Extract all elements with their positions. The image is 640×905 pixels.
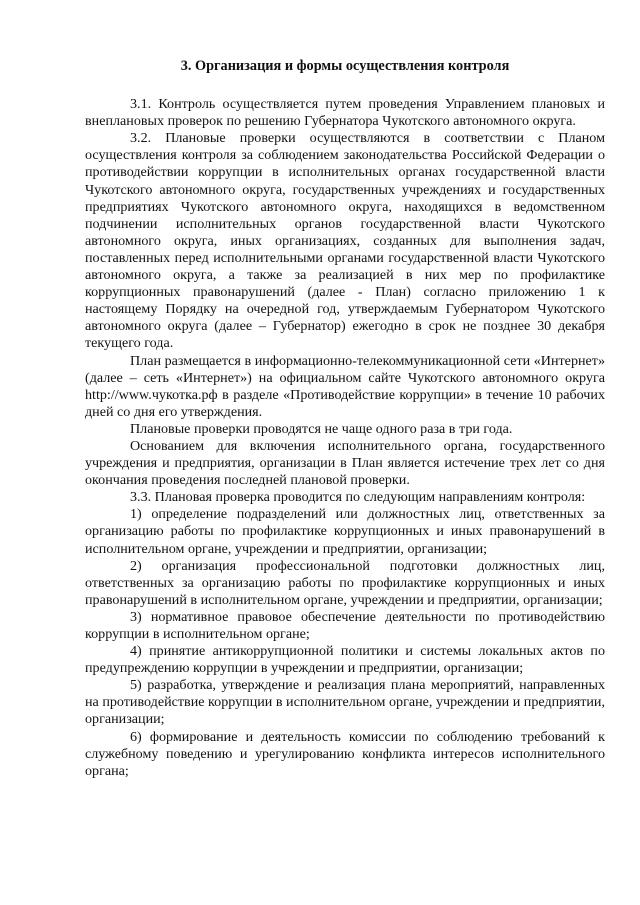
list-item-6: 6) формирование и деятельность комиссии по соблюдению требований к служебному поведению и урегулированию конфликта интересов исполнительного органа; [85,728,605,779]
document-page [85,58,605,780]
section-heading: 3. Организация и формы осуществления контроля [180,58,510,74]
paragraph-plan-publication: План размещается в информационно-телекоммуникационной сети «Интернет» (далее – сеть «Интернет») на официальном сайте Чукотского автономного округа http://www.чукотка.рф в разделе «Противодействие коррупции» в течение 10 рабочих дней со дня его утверждения. [85,352,605,420]
paragraph-3-1: 3.1. Контроль осуществляется путем проведения Управлением плановых и внеплановых проверок по решению Губернатора Чукотского автономного округа. [85,96,605,130]
list-item-2: 2) организация профессиональной подготовки должностных лиц, ответственных за организацию работы по профилактике коррупционных и иных правонарушений в исполнительном органе, учреждении и предприятии, организации; [85,557,605,608]
paragraph-inclusion-basis: Основанием для включения исполнительного органа, государственного учреждения и предприятия, организации в План является истечение трех лет со дня окончания проведения последней плановой проверки. [85,437,605,489]
list-item-5: 5) разработка, утверждение и реализация плана мероприятий, направленных на противодействие коррупции в исполнительном органе, учреждении и предприятии, организации; [85,677,605,728]
paragraph-3-2: 3.2. Плановые проверки осуществляются в соответствии с Планом осуществления контроля за соблюдением законодательства Российской Федерации о противодействии коррупции в исполнительных органах государственной власти Чукотского автономного округа, государственных учреждениях и государственных предприятиях Чукотского автономного округа, находящихся в ведомственном подчинении исполнительных органов государственной власти Чукотского автономного округа, иных организациях, созданных для выполнения задач, поставленных перед исполнительными органами государственной власти Чукотского автономного округа, а также за реализацией в них мер по профилактике коррупционных правонарушений (далее - План) согласно приложению 1 к настоящему Порядку на очередной год, утверждаемым Губернатором Чукотского автономного округа (далее – Губернатор) ежегодно в срок не позднее 30 декабря текущего года. [85,130,605,352]
list-item-4: 4) принятие антикоррупционной политики и системы локальных актов по предупреждению коррупции в учреждении и предприятии, организации; [85,643,605,677]
paragraph-3-3: 3.3. Плановая проверка проводится по следующим направлениям контроля: [130,489,586,506]
list-item-1: 1) определение подразделений или должностных лиц, ответственных за организацию работы по профилактике коррупционных и иных правонарушений в исполнительном органе, учреждении и предприятии, организации; [85,506,605,557]
paragraph-frequency: Плановые проверки проводятся не чаще одного раза в три года. [130,420,513,437]
list-item-3: 3) нормативное правовое обеспечение деятельности по противодействию коррупции в исполнительном органе; [85,608,605,642]
